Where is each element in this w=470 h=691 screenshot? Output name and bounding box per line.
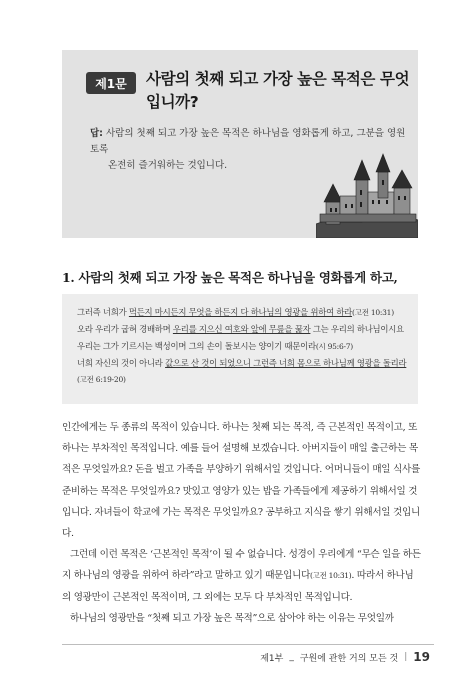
footer-part: 제1부 bbox=[260, 653, 284, 664]
paragraph bbox=[62, 544, 422, 608]
body-text bbox=[62, 417, 422, 629]
answer-line-1: 사람의 첫째 되고 가장 높은 목적은 하나님을 영화롭게 하고, 그분을 영원토록 bbox=[90, 128, 406, 155]
page-number: 19 bbox=[413, 650, 430, 664]
footer-separator: _ bbox=[289, 652, 294, 662]
section-title: 1. 사람의 첫째 되고 가장 높은 목적은 하나님을 영화롭게 하고, bbox=[62, 270, 398, 285]
quote-underlined: 값으로 산 것이 되었으니 그런즉 너희 몸으로 하나님께 영광을 돌리라 bbox=[165, 357, 407, 368]
answer-line-2: 온전히 즐거워하는 것입니다. bbox=[108, 160, 228, 171]
paragraph: 인간에게는 두 종류의 목적이 있습니다. 하나는 첫째 되는 목적, 즉 근본적인 목적이고, 또 하나는 부차적인 목적입니다. 예를 들어 설명해 보겠습니다. 아버지들이 매일 출근하는 목적은 무엇일까요? 돈을 벌고 가족을 부양하기 위해서일 것입니다. 어머니들이 매일 식사를 준비하는 목적은 무엇일까요? 맛있고 영양가 있는 밥을 가족들에게 제공하기 위해서일 것입니다. 자녀들이 학교에 가는 목적은 무엇일까요? 공부하고 지식을 쌓기 위해서일 것입니다. bbox=[62, 422, 420, 540]
footer-divider bbox=[62, 644, 434, 645]
paragraph-reference: (고전 10:31) bbox=[310, 571, 352, 581]
question-title: 사람의 첫째 되고 가장 높은 목적은 무엇입니까? bbox=[146, 70, 410, 111]
scripture-quote-box bbox=[62, 294, 418, 404]
paragraph-text: . 따라서 하나님의 영광만이 근본적인 목적이며, 그 외에는 모두 다 부차적인 목적입니다. bbox=[62, 570, 414, 603]
quote-reference: (고전 10:31) bbox=[352, 308, 394, 317]
footer-divider-bar: | bbox=[404, 652, 408, 662]
answer-label: 답: bbox=[90, 128, 103, 139]
quote-text: 오라 우리가 굽혀 경배하며 bbox=[77, 324, 173, 335]
quote-underlined: 우리를 지으신 여호와 앞에 무릎을 꿇자 bbox=[172, 324, 311, 335]
question-badge: 제1문 bbox=[86, 72, 136, 94]
quote-reference: (시 95:6-7) bbox=[315, 341, 353, 351]
page-footer bbox=[260, 650, 430, 664]
scripture-quotes bbox=[77, 304, 407, 388]
quote-text: 그는 우리의 하나님이시요 우리는 그가 기르시는 백성이며 그의 손이 돌보시는 양이기 때문이라 bbox=[77, 324, 404, 351]
paragraph-text: 그런데 이런 목적은 ‘근본적인 목적’이 될 수 없습니다. 성경이 우리에게 “무슨 일을 하든지 하나님의 영광을 위하여 하라”라고 말하고 있기 때문입니다 bbox=[62, 549, 421, 582]
quote-text: 너희 자신의 것이 아니라 bbox=[77, 357, 166, 368]
quote-text: 그러즉 너희가 bbox=[77, 307, 129, 317]
castle-illustration bbox=[316, 150, 418, 238]
footer-chapter: 구원에 관한 거의 모든 것 bbox=[299, 653, 399, 664]
quote-underlined: 먹든지 마시든지 무엇을 하든지 다 하나님의 영광을 위하여 하라 bbox=[128, 307, 353, 317]
quote-reference: (고전 6:19-20) bbox=[77, 375, 126, 385]
paragraph: 하나님의 영광만을 “첫째 되고 가장 높은 목적”으로 삼아야 하는 이유는 무엇일까 bbox=[70, 612, 394, 624]
